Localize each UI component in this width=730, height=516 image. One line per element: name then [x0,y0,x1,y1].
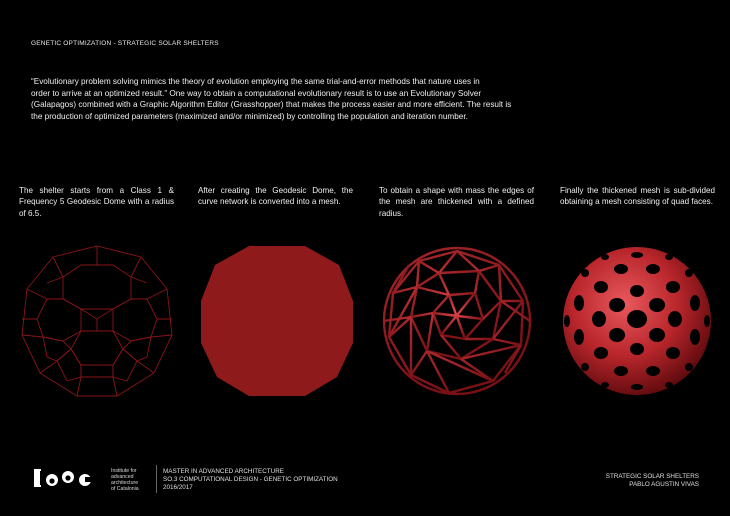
program-line: MASTER IN ADVANCED ARCHITECTURE [163,468,284,475]
geodesic-curves-image [19,243,175,399]
iaac-logo [34,466,104,495]
intro-quote [31,76,551,122]
project-info [606,473,699,489]
quote-line: the production of optimized parameters (maximized and/or minimized) by controlling the population and iteration number. [31,111,468,121]
step-2-text: After creating the Geodesic Dome, the curve network is converted into a mesh. [198,186,353,207]
page-header: GENETIC OPTIMIZATION - STRATEGIC SOLAR SHELTERS [31,40,219,47]
quote-line: order to arrive at an optimized result.” One way to obtain a computational evolutionary result is to use an Evolutionary Solver [31,88,482,98]
program-line: SO.3 COMPUTATIONAL DESIGN - GENETIC OPTIMIZATION [163,476,338,484]
program-line: 2016/2017 [163,484,193,492]
institute-line: of Catalonia [111,486,139,492]
dome-mesh-image [199,243,355,399]
institute-name [111,468,159,492]
institute-line: architecture [111,480,139,486]
project-title: STRATEGIC SOLAR SHELTERS [605,473,699,480]
step-4-text: Finally the thickened mesh is sub-divided obtaining a mesh consisting of quad faces. [560,186,715,207]
institute-line: Institute for [111,468,137,474]
subdivided-mesh-image [559,243,715,399]
program-info [163,468,338,493]
author-name: PABLO AGUSTIN VIVAS [629,481,699,489]
quote-line: “Evolutionary problem solving mimics the theory of evolution employing the same trial-and-error methods that nature uses in [31,77,480,86]
step-1-text: The shelter starts from a Class 1 & Frequency 5 Geodesic Dome with a radius of 6.5. [19,186,174,218]
footer-divider [156,465,157,493]
thickened-edges-image [379,243,535,399]
institute-line: advanced [111,474,134,480]
step-3-text: To obtain a shape with mass the edges of the mesh are thickened with a defined radius. [379,186,534,218]
quote-line: (Galapagos) combined with a Graphic Algorithm Editor (Grasshopper) that makes the process easier and more efficient. The result is [31,100,512,109]
